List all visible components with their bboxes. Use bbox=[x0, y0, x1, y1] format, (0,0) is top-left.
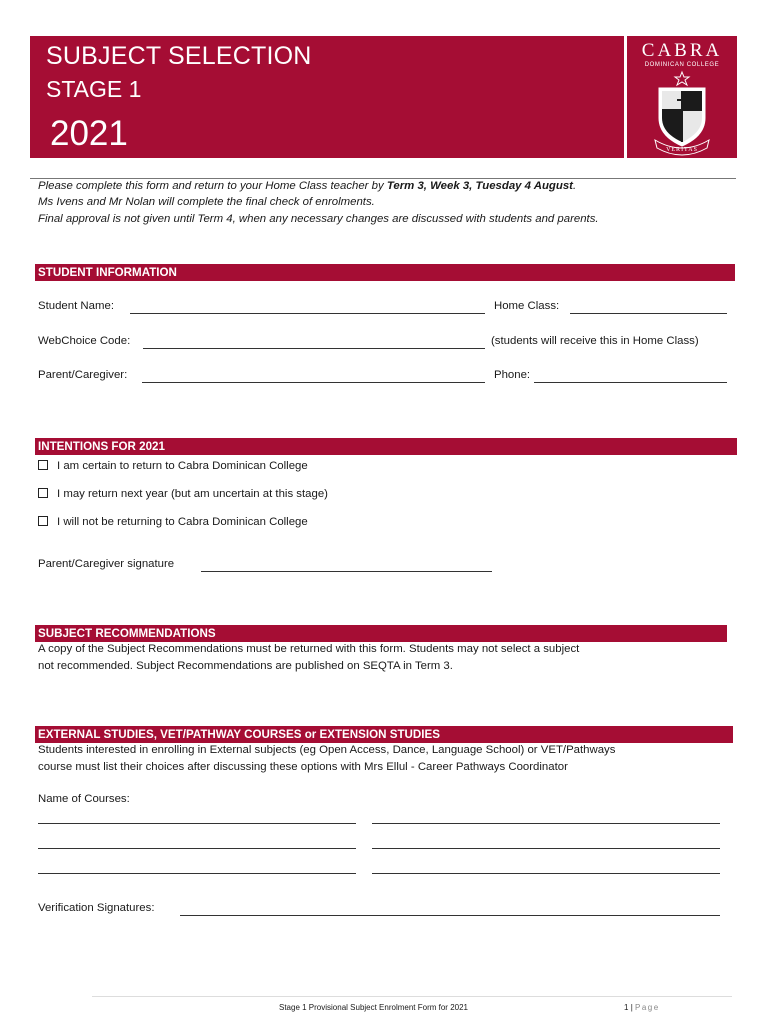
external-line-2: course must list their choices after discussing these options with Mrs Ellul - Career Pathways Coordinator bbox=[38, 761, 568, 773]
title-line-1: SUBJECT SELECTION bbox=[46, 42, 312, 70]
intention-option-1[interactable] bbox=[38, 460, 308, 472]
intro-line-1 bbox=[38, 180, 576, 192]
intro-text: Please complete this form and return to your Home Class teacher by bbox=[38, 180, 387, 192]
checkbox[interactable] bbox=[38, 460, 48, 470]
footer-divider bbox=[92, 996, 732, 997]
parent-field[interactable] bbox=[142, 382, 485, 383]
course-field-1[interactable] bbox=[38, 823, 356, 824]
recommendations-heading: SUBJECT RECOMMENDATIONS bbox=[35, 625, 727, 642]
intention-option-3[interactable] bbox=[38, 516, 308, 528]
footer-text: Stage 1 Provisional Subject Enrolment Form for 2021 bbox=[279, 1003, 468, 1012]
signature-label: Parent/Caregiver signature bbox=[38, 558, 175, 570]
home-class-label: Home Class: bbox=[494, 300, 560, 312]
page-word: Page bbox=[635, 1003, 660, 1012]
title-banner bbox=[30, 36, 624, 158]
webchoice-note: (students will receive this in Home Class) bbox=[491, 335, 699, 347]
intention-option-label: I am certain to return to Cabra Dominican College bbox=[57, 460, 308, 472]
logo-motto: VERITAS bbox=[666, 147, 698, 153]
recommendations-line-1: A copy of the Subject Recommendations must be returned with this form. Students may not select a subject bbox=[38, 643, 580, 655]
crest-icon bbox=[651, 70, 713, 156]
intention-option-label: I will not be returning to Cabra Dominican College bbox=[57, 516, 308, 528]
checkbox[interactable] bbox=[38, 516, 48, 526]
course-field-3[interactable] bbox=[38, 848, 356, 849]
verification-label: Verification Signatures: bbox=[38, 902, 155, 914]
verification-field[interactable] bbox=[180, 915, 720, 916]
course-field-2[interactable] bbox=[372, 823, 720, 824]
title-line-2: STAGE 1 bbox=[46, 76, 142, 102]
page-number-value: 1 bbox=[624, 1003, 629, 1012]
course-field-5[interactable] bbox=[38, 873, 356, 874]
phone-field[interactable] bbox=[534, 382, 727, 383]
intro-line-2: Ms Ivens and Mr Nolan will complete the final check of enrolments. bbox=[38, 196, 375, 208]
parent-label: Parent/Caregiver: bbox=[38, 369, 128, 381]
intention-option-label: I may return next year (but am uncertain at this stage) bbox=[57, 488, 328, 500]
title-year: 2021 bbox=[50, 114, 128, 153]
phone-label: Phone: bbox=[494, 369, 531, 381]
student-info-heading: STUDENT INFORMATION bbox=[35, 264, 735, 281]
page-separator: | bbox=[630, 1003, 633, 1012]
student-name-row bbox=[38, 300, 114, 312]
course-field-4[interactable] bbox=[372, 848, 720, 849]
intro-period: . bbox=[572, 180, 577, 192]
student-name-field[interactable] bbox=[130, 313, 485, 314]
recommendations-line-2: not recommended. Subject Recommendations are published on SEQTA in Term 3. bbox=[38, 660, 453, 672]
deadline-text: Term 3, Week 3, Tuesday 4 August bbox=[386, 180, 573, 192]
college-logo bbox=[627, 36, 737, 158]
logo-name: CABRA bbox=[641, 40, 723, 61]
webchoice-field[interactable] bbox=[143, 348, 485, 349]
intro-line-3: Final approval is not given until Term 4, when any necessary changes are discussed with students and parents. bbox=[38, 213, 599, 225]
external-line-1: Students interested in enrolling in External subjects (eg Open Access, Dance, Language School) or VET/Pathways bbox=[38, 744, 616, 756]
home-class-field[interactable] bbox=[570, 313, 727, 314]
divider bbox=[30, 178, 736, 179]
webchoice-label: WebChoice Code: bbox=[38, 335, 131, 347]
courses-label: Name of Courses: bbox=[38, 793, 130, 805]
logo-subtitle: DOMINICAN COLLEGE bbox=[644, 62, 720, 68]
checkbox[interactable] bbox=[38, 488, 48, 498]
course-field-6[interactable] bbox=[372, 873, 720, 874]
intention-option-2[interactable] bbox=[38, 488, 328, 500]
external-heading: EXTERNAL STUDIES, VET/PATHWAY COURSES or EXTENSION STUDIES bbox=[35, 726, 733, 743]
signature-field[interactable] bbox=[201, 571, 492, 572]
page-number bbox=[624, 1003, 660, 1012]
student-name-label: Student Name: bbox=[38, 300, 114, 312]
intentions-heading: INTENTIONS FOR 2021 bbox=[35, 438, 737, 455]
